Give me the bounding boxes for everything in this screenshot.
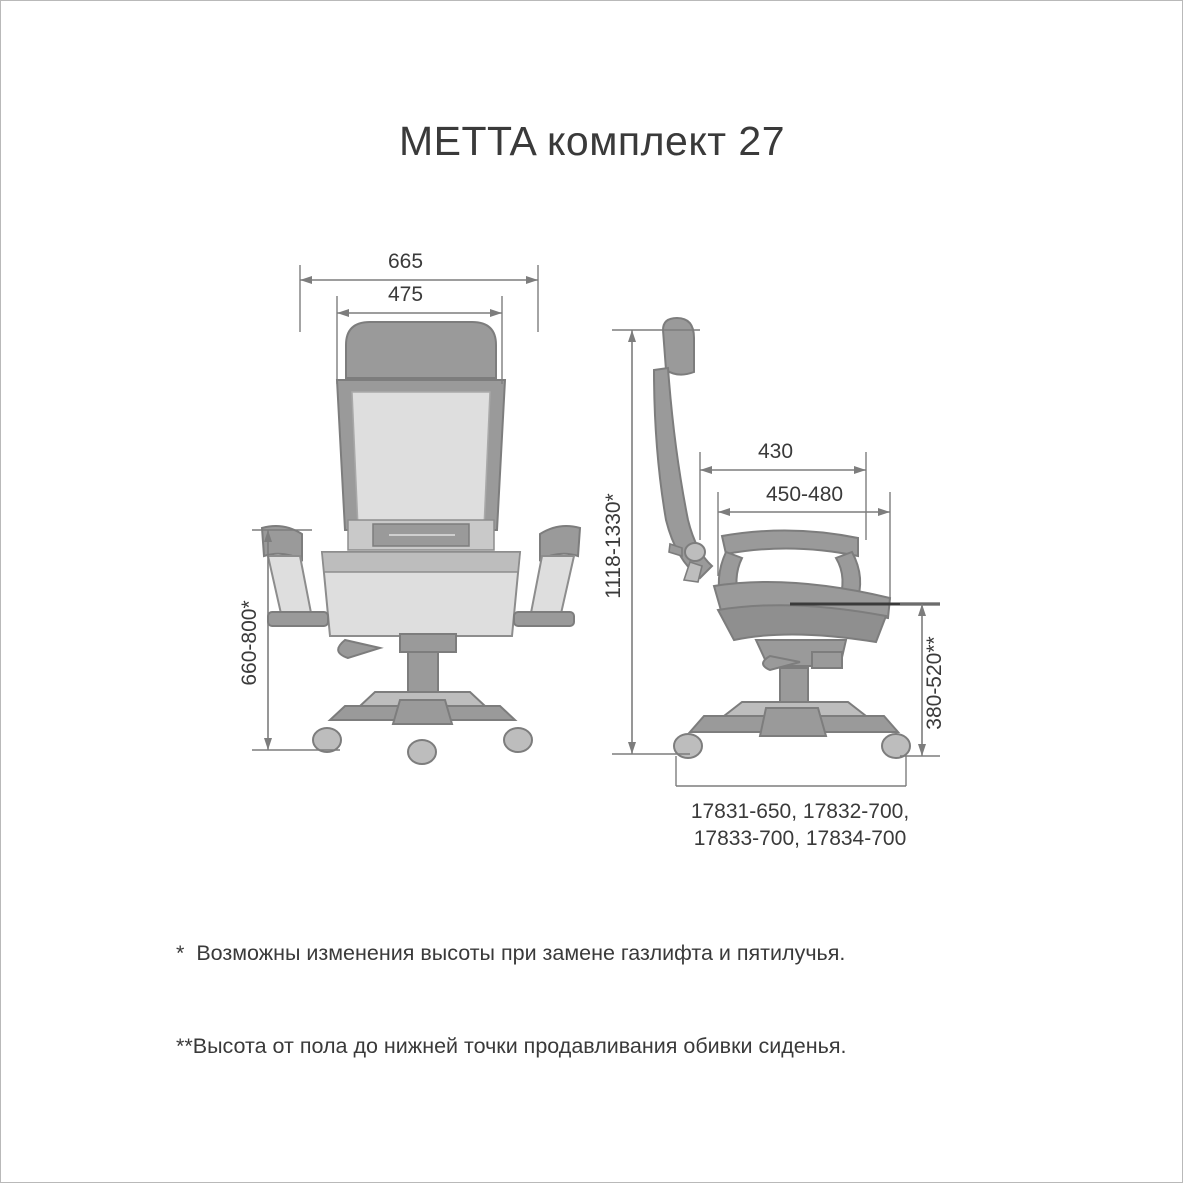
front-view-group <box>252 265 580 764</box>
footnote-2: **Высота от пола до нижней точки продавливания обивки сиденья. <box>176 1034 847 1058</box>
arrow-height-bottom <box>264 738 272 750</box>
front-armrest-right-post <box>530 556 574 618</box>
arrow-665-right <box>526 276 538 284</box>
footnote-1: * Возможны изменения высоты при замене газлифта и пятилучья. <box>176 941 846 965</box>
model-codes-line2: 17833-700, 17834-700 <box>693 827 907 850</box>
arrow-665-left <box>300 276 312 284</box>
front-castor-right <box>504 728 532 752</box>
arrow-475-right <box>490 309 502 317</box>
dim-label-front-height: 660-800* <box>238 600 261 686</box>
dim-label-width-outer: 665 <box>388 250 424 273</box>
arrow-total-top <box>628 330 636 342</box>
front-castor-left <box>313 728 341 752</box>
front-armrest-right-pad <box>540 526 580 560</box>
side-base-center <box>760 708 826 736</box>
page-title: METTA комплект 27 <box>398 118 785 164</box>
dim-label-depth-total: 450-480 <box>766 483 844 506</box>
side-back-knob <box>685 543 705 561</box>
side-seat-base <box>718 605 886 642</box>
arrow-430-right <box>854 466 866 474</box>
front-castor-center <box>408 740 436 764</box>
front-armrest-left-post <box>268 556 312 618</box>
side-armrest-pad <box>722 530 858 556</box>
side-castor-right <box>882 734 910 758</box>
front-base-center <box>393 700 452 724</box>
footnotes <box>176 876 1036 1124</box>
front-mechanism <box>400 634 456 652</box>
front-armrest-right-base <box>514 612 574 626</box>
front-backrest-mesh <box>352 392 490 528</box>
dim-label-depth-seat: 430 <box>758 440 794 463</box>
dim-label-width-inner: 475 <box>388 283 424 306</box>
arrow-450-left <box>718 508 730 516</box>
front-height-lever <box>338 640 380 658</box>
model-codes-line1: 17831-650, 17832-700, <box>690 800 910 823</box>
front-armrest-left-base <box>268 612 328 626</box>
dim-label-total-height: 1118-1330* <box>602 493 625 599</box>
dim-label-seat-height: 380-520** <box>923 636 946 730</box>
model-codes <box>620 798 980 852</box>
front-headrest <box>346 322 496 378</box>
front-seat-top <box>322 552 520 572</box>
side-view-group <box>612 318 940 786</box>
arrow-430-left <box>700 466 712 474</box>
side-headrest <box>663 318 694 375</box>
side-tension-knob <box>812 652 842 668</box>
arrow-total-bottom <box>628 742 636 754</box>
arrow-450-right <box>878 508 890 516</box>
arrow-475-left <box>337 309 349 317</box>
